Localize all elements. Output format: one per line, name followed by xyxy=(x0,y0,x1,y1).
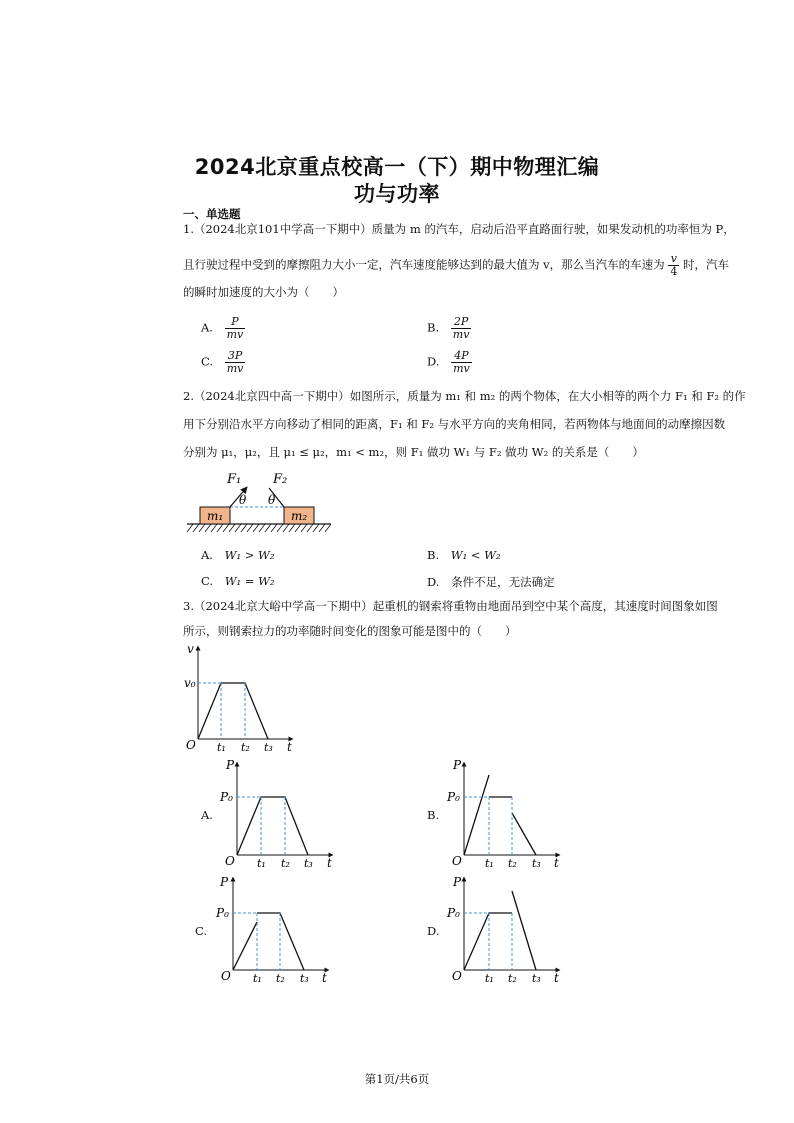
theta-right-label: θ xyxy=(268,493,276,507)
m2-label: m₂ xyxy=(291,509,308,523)
q3-option-d-graph[interactable] xyxy=(440,873,570,985)
q1-option-c-den: mv xyxy=(226,362,244,375)
q1-option-b-num: 2P xyxy=(451,316,472,329)
f2-label: F₂ xyxy=(273,472,288,487)
vt-t2-label: t₂ xyxy=(241,741,250,754)
q2-option-a-text: W₁ > W₂ xyxy=(224,548,275,562)
document-title: 2024北京重点校高一（下）期中物理汇编 xyxy=(194,155,600,179)
d-t-label: t xyxy=(554,971,559,985)
q1-line2 xyxy=(183,253,729,278)
q3-option-a-label[interactable]: A. xyxy=(201,808,213,822)
q1-line2-a: 且行驶过程中受到的摩擦阻力大小一定，汽车速度能够达到的最大值为 v，那么当汽车的车速为 xyxy=(183,257,665,272)
q3-option-b-label[interactable]: B. xyxy=(427,808,440,822)
q2-figure xyxy=(183,470,343,536)
c-curve-rise xyxy=(233,922,257,970)
c-origin-label: O xyxy=(221,969,231,983)
b-t1-label: t₁ xyxy=(485,857,494,870)
a-t2-label: t₂ xyxy=(281,857,290,870)
q2-line2: 用下分别沿水平方向移动了相同的距离，F₁ 和 F₂ 与水平方向的夹角相同，若两物体与地面间的动摩擦因数 xyxy=(183,417,726,431)
q1-option-d-num: 4P xyxy=(451,350,472,363)
b-origin-label: O xyxy=(452,854,462,868)
q2-option-a[interactable] xyxy=(201,548,274,562)
d-curve-rise-flat xyxy=(464,913,512,970)
d-t1-label: t₁ xyxy=(485,972,494,985)
q2-option-d-label: D. xyxy=(427,575,440,589)
m1-label: m₁ xyxy=(207,509,224,523)
q3-line1: 3.（2024北京大峪中学高一下期中）起重机的钢索将重物由地面吊到空中某个高度，其速度时间图象如图 xyxy=(183,599,718,613)
q2-option-c-text: W₁ = W₂ xyxy=(224,574,275,588)
q1-option-c-num: 3P xyxy=(225,350,246,363)
a-origin-label: O xyxy=(225,854,235,868)
a-curve xyxy=(237,797,308,855)
c-t3-label: t₃ xyxy=(300,972,309,985)
vt-t-label: t xyxy=(287,740,292,754)
c-t-label: t xyxy=(322,971,327,985)
q2-option-b-text: W₁ < W₂ xyxy=(450,548,501,562)
section-heading: 一、单选题 xyxy=(183,207,241,221)
q3-option-a-graph[interactable] xyxy=(213,758,343,870)
q3-option-c-label[interactable]: C. xyxy=(195,924,208,938)
vt-t3-label: t₃ xyxy=(264,741,273,754)
q3-option-c-graph[interactable] xyxy=(209,873,339,985)
b-p0-label: P₀ xyxy=(447,790,460,804)
q1-option-b-label: B. xyxy=(427,320,440,335)
a-p0-label: P₀ xyxy=(220,790,233,804)
q1-frac-num: v xyxy=(668,253,679,266)
q2-option-a-label: A. xyxy=(201,548,213,562)
q2-option-b-label: B. xyxy=(427,548,440,562)
vt-curve xyxy=(198,683,268,739)
c-curve-flat-fall xyxy=(257,913,304,970)
q2-option-d[interactable] xyxy=(427,574,555,590)
page-footer: 第1页/共6页 xyxy=(364,1072,430,1086)
q1-speed-fraction xyxy=(668,253,679,278)
f1-label: F₁ xyxy=(227,472,242,487)
d-t2-label: t₂ xyxy=(508,972,517,985)
q1-line3: 的瞬时加速度的大小为（ ） xyxy=(183,285,344,299)
q1-option-b-frac xyxy=(451,316,472,341)
d-origin-label: O xyxy=(452,969,462,983)
a-t1-label: t₁ xyxy=(257,857,266,870)
a-t3-label: t₃ xyxy=(304,857,313,870)
c-p0-label: P₀ xyxy=(216,906,229,920)
q1-option-d[interactable] xyxy=(427,350,472,375)
q1-line1: 1.（2024北京101中学高一下期中）质量为 m 的汽车，启动后沿平直路面行驶，如果发动机的功率恒为 P， xyxy=(183,222,735,236)
c-p-label: P xyxy=(220,875,229,889)
vt-v-label: v xyxy=(187,642,194,656)
vt-t1-label: t₁ xyxy=(217,741,226,754)
ground-hatch xyxy=(187,524,331,532)
q1-option-c-label: C. xyxy=(201,354,214,369)
q3-option-b-graph[interactable] xyxy=(440,758,570,870)
q1-option-a-frac xyxy=(225,316,246,341)
d-t3-label: t₃ xyxy=(532,972,541,985)
q1-line2-b: 时，汽车 xyxy=(682,257,729,272)
q1-option-a[interactable] xyxy=(201,316,245,341)
q3-line2: 所示，则钢索拉力的功率随时间变化的图象可能是图中的（ ） xyxy=(183,624,517,638)
q2-option-b[interactable] xyxy=(427,548,501,562)
q2-line1: 2.（2024北京四中高一下期中）如图所示，质量为 m₁ 和 m₂ 的两个物体，在大小相等的两个力 F₁ 和 F₂ 的作 xyxy=(183,389,746,403)
q2-option-d-text: 条件不足，无法确定 xyxy=(451,575,555,589)
q2-option-c[interactable] xyxy=(201,574,275,588)
q2-line3: 分别为 μ₁，μ₂，且 μ₁ ≤ μ₂，m₁ < m₂，则 F₁ 做功 W₁ 与 F₂ 做功 W₂ 的关系是（ ） xyxy=(183,445,644,459)
c-t1-label: t₁ xyxy=(253,972,262,985)
d-curve-fall xyxy=(512,891,536,970)
a-p-label: P xyxy=(226,758,235,772)
b-curve-fall xyxy=(512,813,536,855)
q1-option-c-frac xyxy=(225,350,246,375)
q3-option-d-label[interactable]: D. xyxy=(427,924,440,938)
b-t3-label: t₃ xyxy=(532,857,541,870)
q1-option-a-num: P xyxy=(225,316,246,329)
q1-option-c[interactable] xyxy=(201,350,245,375)
q2-option-c-label: C. xyxy=(201,574,214,588)
q1-option-b-den: mv xyxy=(452,328,470,341)
d-p-label: P xyxy=(453,875,462,889)
q1-option-d-frac xyxy=(451,350,472,375)
q1-frac-den: 4 xyxy=(670,265,678,278)
document-subtitle: 功与功率 xyxy=(354,182,440,206)
c-t2-label: t₂ xyxy=(276,972,285,985)
q1-option-d-den: mv xyxy=(453,362,470,375)
b-p-label: P xyxy=(453,758,462,772)
q3-velocity-time-graph xyxy=(183,642,313,754)
q1-option-a-label: A. xyxy=(201,320,213,335)
b-t-label: t xyxy=(554,856,559,870)
b-t2-label: t₂ xyxy=(508,857,517,870)
q1-option-b[interactable] xyxy=(427,316,471,341)
q1-option-a-den: mv xyxy=(226,328,244,341)
d-p0-label: P₀ xyxy=(447,906,460,920)
b-curve-rise xyxy=(464,775,489,855)
a-t-label: t xyxy=(327,856,332,870)
vt-origin-label: O xyxy=(186,738,196,752)
vt-v0-label: v₀ xyxy=(184,676,196,690)
theta-left-label: θ xyxy=(239,493,247,507)
q1-option-d-label: D. xyxy=(427,354,440,369)
